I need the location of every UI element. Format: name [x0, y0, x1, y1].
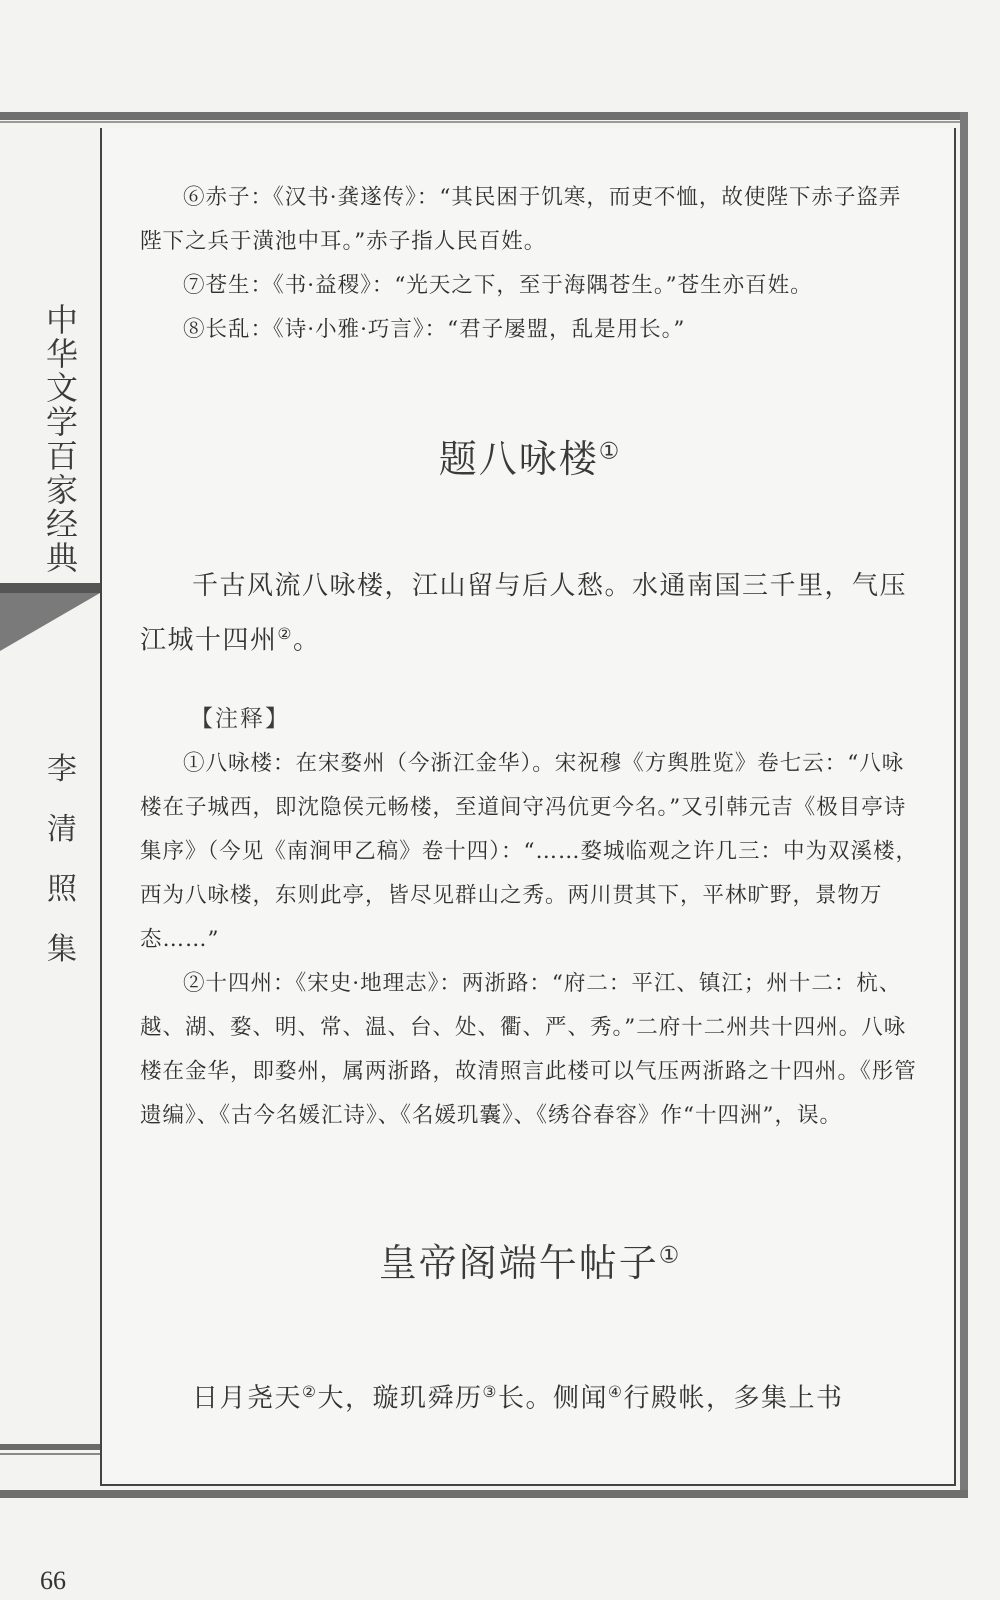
note-item: ②十四州：《宋史·地理志》：两浙路：“府二：平江、镇江；州十二：杭、越、湖、婺、明、常、温、台、处、衢、严、秀。”二府十二州共十四州。八咏楼在金华，即婺州，属两浙路，故清照言此楼可以气压两浙路之十四州。《彤管遗编》、《古今名媛汇诗》、《名媛玑囊》、《绣谷春容》作“十四洲”，误。	[140, 971, 917, 1128]
poem-body	[140, 1368, 920, 1423]
page-number-rule	[0, 1444, 100, 1450]
poem-text: 千古风流八咏楼，江山留与后人愁。水通南国三千里，气压江城十四州	[140, 571, 908, 656]
bottom-rule	[0, 1490, 968, 1498]
poem-title-text: 皇帝阁端午帖子	[378, 1241, 659, 1285]
poem-body	[140, 562, 920, 665]
poem-text: 长。侧闻	[498, 1383, 609, 1414]
page-sidebar	[0, 128, 100, 1595]
right-border	[960, 112, 968, 1498]
poem-text: 行殿帐，多集上书	[623, 1383, 844, 1414]
book-title: 李清照集	[47, 752, 77, 967]
series-title: 中华文学百家经典	[45, 301, 78, 577]
poem-text: 大，璇玑舜历	[317, 1383, 483, 1414]
note-item: ⑦苍生：《书·益稷》：“光天之下，至于海隅苍生。”苍生亦百姓。	[183, 273, 813, 298]
poem-title	[140, 1232, 920, 1287]
page-number-rule-thin	[0, 1453, 100, 1455]
top-rule-thin	[0, 121, 968, 123]
sidebar-triangle-ornament	[0, 593, 100, 651]
footnote-mark: ①	[658, 1242, 682, 1269]
footnote-mark: ①	[598, 438, 622, 465]
poem-title-text: 题八咏楼	[438, 437, 599, 481]
poem-notes	[140, 742, 920, 1138]
footnote-mark: ②	[277, 625, 293, 643]
footnote-mark: ③	[482, 1383, 498, 1401]
top-rule	[0, 112, 968, 120]
note-item: ⑥赤子：《汉书·龚遂传》：“其民困于饥寒，而吏不恤，故使陛下赤子盗弄陛下之兵于潢池中耳。”赤子指人民百姓。	[140, 185, 902, 254]
notes-heading: 【注释】	[190, 706, 290, 732]
footnote-mark: ④	[608, 1383, 624, 1401]
note-item: ①八咏楼：在宋婺州（今浙江金华）。宋祝穆《方舆胜览》卷七云：“八咏楼在子城西，即沈隐侯元畅楼，至道间守冯伉更今名。”又引韩元吉《极目亭诗集序》（今见《南涧甲乙稿》卷十四）：“……婺城临观之许几三：中为双溪楼，西为八咏楼，东则此亭，皆尽见群山之秀。两川贯其下，平林旷野，景物万态……”	[140, 751, 918, 952]
poem-text-end: 。	[293, 625, 321, 656]
page-number: 66	[40, 1566, 66, 1595]
sidebar-divider	[0, 583, 100, 593]
poem-text: 日月尧天	[192, 1383, 303, 1414]
top-notes	[140, 176, 920, 352]
footnote-mark: ②	[302, 1383, 318, 1401]
note-item: ⑧长乱：《诗·小雅·巧言》：“君子屡盟，乱是用长。”	[183, 317, 686, 342]
poem-title	[140, 428, 920, 483]
